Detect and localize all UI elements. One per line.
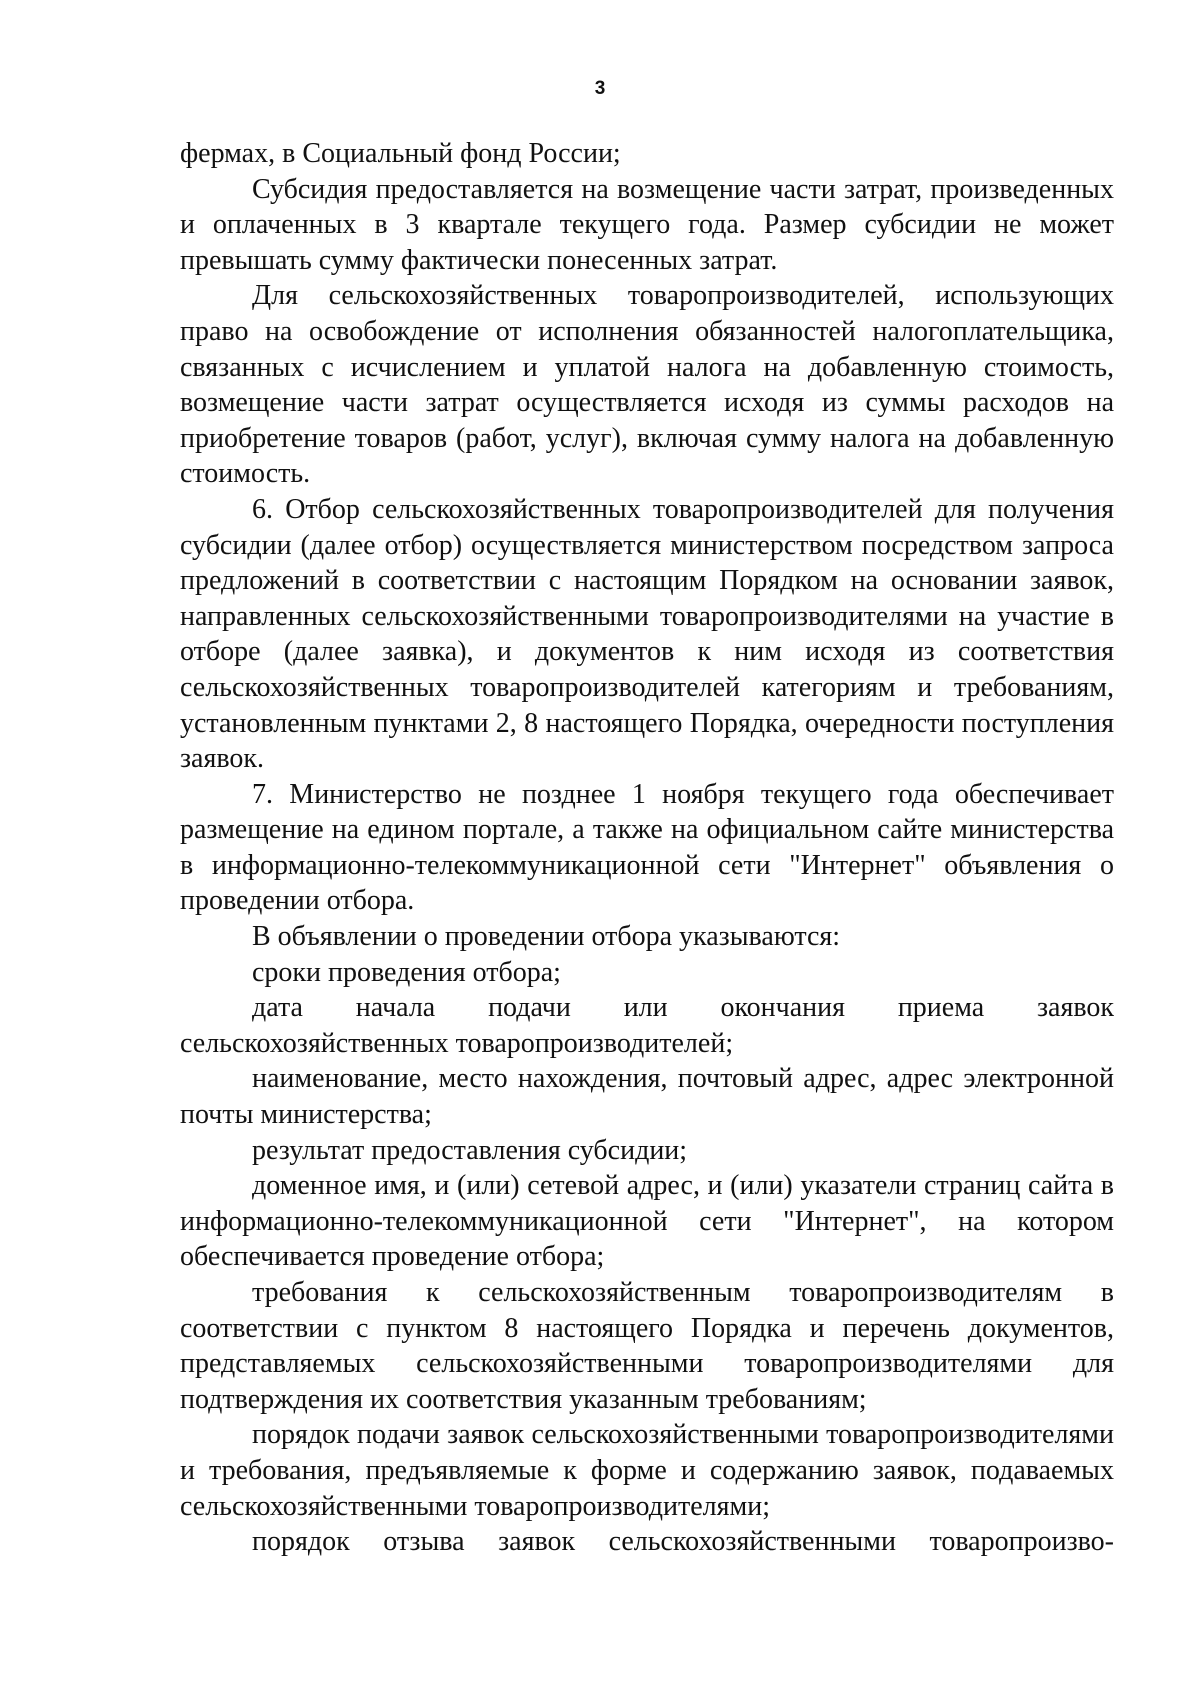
paragraph-announcement-intro: В объявлении о проведении отбора указываются: — [252, 921, 841, 953]
paragraph-continuation: фермах, в Социальный фонд России; — [180, 138, 621, 169]
list-item-domain-name: доменное имя, и (или) сетевой адрес, и (или) указатели страниц сайта в информационно-телекоммуникационной сети "Интернет", на котором обеспечивается проведение отбора; — [180, 1170, 1114, 1273]
paragraph-item-7: 7. Министерство не позднее 1 ноября текущего года обеспечивает размещение на едином портале, а также на официальном сайте министерства в информационно-телекоммуникационной сети "Интернет" объявления о проведении отбора. — [180, 778, 1114, 917]
list-item-application-procedure: порядок подачи заявок сельскохозяйственными товаропроизводителями и требования, предъявляемые к форме и содержанию заявок, подаваемых сельскохозяйственными товаропроизводителями; — [180, 1419, 1114, 1522]
list-item-application-dates: дата начала подачи или окончания приема заявок сельскохозяйственных товаропроизводителей; — [180, 992, 1114, 1059]
list-item-selection-dates: сроки проведения отбора; — [252, 956, 561, 988]
list-item-ministry-contacts: наименование, место нахождения, почтовый адрес, адрес электронной почты министерства; — [180, 1063, 1114, 1131]
list-item-withdrawal-procedure: порядок отзыва заявок сельскохозяйственными товаропроизво- — [252, 1526, 1114, 1558]
paragraph-subsidy-purpose: Субсидия предоставляется на возмещение части затрат, произведенных и оплаченных в 3 квартале текущего года. Размер субсидии не может превышать сумму фактически понесенных затрат. — [180, 173, 1114, 276]
paragraph-item-6: 6. Отбор сельскохозяйственных товаропроизводителей для получения субсидии (далее отбор) осуществляется министерством посредством запроса предложений в соответствии с настоящим Порядком на основании заявок, направленных сельскохозяйственными товаропроизводителями на участие в отборе (далее заявка), и документов к ним исходя из соответствия сельскохозяйственных товаропроизводителей категориям и требованиям, установленным пунктами 2, 8 настоящего Порядка, очередности поступления заявок. — [180, 493, 1114, 775]
list-item-subsidy-result: результат предоставления субсидии; — [252, 1134, 688, 1166]
page-number: 3 — [594, 78, 606, 99]
list-item-requirements: требования к сельскохозяйственным товаропроизводителям в соответствии с пунктом 8 настоящего Порядка и перечень документов, представляемых сельскохозяйственными товаропроизводителями для подтверждения их соответствия указанным требованиям; — [180, 1277, 1114, 1415]
document-body — [180, 136, 1114, 1560]
paragraph-vat-exemption: Для сельскохозяйственных товаропроизводителей, использующих право на освобождение от исполнения обязанностей налогоплательщика, связанных с исчислением и уплатой налога на добавленную стоимость, возмещение части затрат осуществляется исходя из суммы расходов на приобретение товаров (работ, услуг), включая сумму налога на добавленную стоимость. — [180, 280, 1114, 490]
